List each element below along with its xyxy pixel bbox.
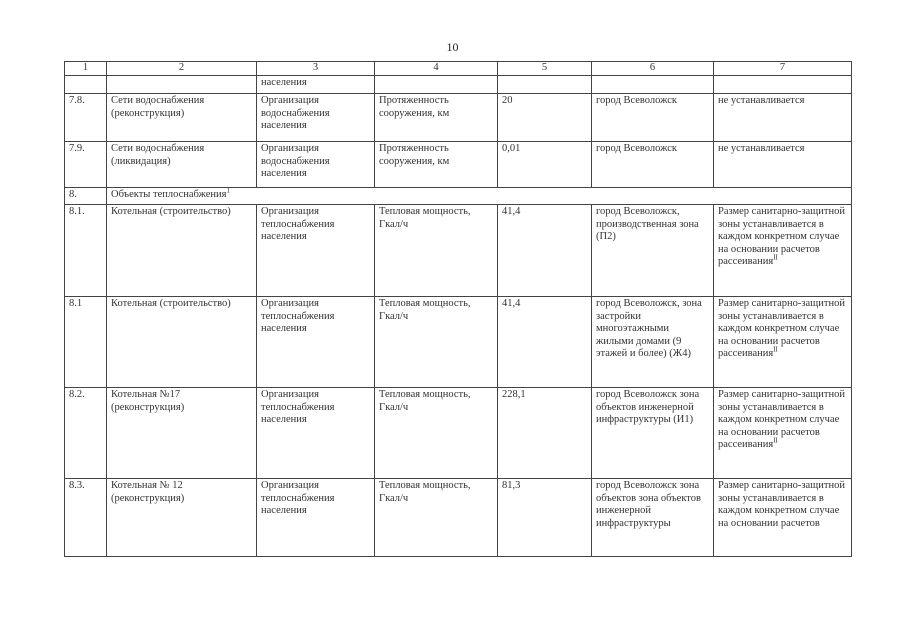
continuation-row bbox=[65, 76, 852, 94]
section-number: 8. bbox=[65, 188, 107, 205]
object-zone bbox=[714, 142, 852, 188]
object-characteristic: Тепловая мощность, Гкал/ч bbox=[375, 205, 498, 297]
section-title: Объекты теплоснабжения bbox=[111, 189, 227, 200]
objects-table bbox=[64, 61, 852, 557]
zone-text: Размер санитарно-защитной зоны устанавливается в каждом конкретном случае на основании расчетов рассеивания bbox=[718, 389, 845, 450]
object-value: 20 bbox=[498, 94, 592, 142]
zone-text: Размер санитарно-защитной зоны устанавливается в каждом конкретном случае на основании расчетов рассеивания bbox=[718, 206, 845, 267]
column-number: 5 bbox=[498, 62, 592, 76]
row-number: 8.1 bbox=[65, 297, 107, 388]
object-name: Сети водоснабжения (ликвидация) bbox=[107, 142, 257, 188]
table-row bbox=[65, 94, 852, 142]
zone-text: не устанавливается bbox=[718, 143, 805, 154]
row-number: 7.8. bbox=[65, 94, 107, 142]
zone-text: Размер санитарно-защитной зоны устанавливается в каждом конкретном случае на основании расчетов рассеивания bbox=[718, 298, 845, 359]
row-number: 7.9. bbox=[65, 142, 107, 188]
object-location: город Всеволожск зона объектов инженерной инфраструктуры (И1) bbox=[592, 388, 714, 479]
column-number: 4 bbox=[375, 62, 498, 76]
table-cell bbox=[714, 76, 852, 94]
zone-text: не устанавливается bbox=[718, 95, 805, 106]
column-number: 2 bbox=[107, 62, 257, 76]
object-location: город Всеволожск bbox=[592, 94, 714, 142]
column-number: 6 bbox=[592, 62, 714, 76]
section-footnote: 1 bbox=[226, 187, 230, 195]
object-characteristic: Тепловая мощность, Гкал/ч bbox=[375, 388, 498, 479]
table-row bbox=[65, 479, 852, 557]
column-number: 7 bbox=[714, 62, 852, 76]
page-number: 10 bbox=[446, 40, 459, 54]
table-cell bbox=[65, 76, 107, 94]
object-purpose: Организация теплоснабжения населения bbox=[257, 479, 375, 557]
table-cell bbox=[592, 76, 714, 94]
zone-footnote: II bbox=[773, 253, 778, 262]
section-title-cell bbox=[107, 188, 852, 205]
table-cell: населения bbox=[257, 76, 375, 94]
row-number: 8.1. bbox=[65, 205, 107, 297]
zone-text: Размер санитарно-защитной зоны устанавливается в каждом конкретном случае на основании расчетов bbox=[718, 480, 845, 529]
table-row bbox=[65, 205, 852, 297]
object-characteristic: Тепловая мощность, Гкал/ч bbox=[375, 479, 498, 557]
object-zone bbox=[714, 479, 852, 557]
object-value: 0,01 bbox=[498, 142, 592, 188]
object-location: город Всеволожск, зона застройки многоэтажными жилыми домами (9 этажей и более) (Ж4) bbox=[592, 297, 714, 388]
object-location: город Всеволожск bbox=[592, 142, 714, 188]
column-number: 3 bbox=[257, 62, 375, 76]
section-row bbox=[65, 188, 852, 205]
row-number: 8.3. bbox=[65, 479, 107, 557]
object-characteristic: Тепловая мощность, Гкал/ч bbox=[375, 297, 498, 388]
object-zone bbox=[714, 94, 852, 142]
object-value: 41,4 bbox=[498, 205, 592, 297]
object-name: Котельная (строительство) bbox=[107, 297, 257, 388]
object-purpose: Организация теплоснабжения населения bbox=[257, 388, 375, 479]
table-cell bbox=[498, 76, 592, 94]
table-row bbox=[65, 142, 852, 188]
table-row bbox=[65, 297, 852, 388]
column-number: 1 bbox=[65, 62, 107, 76]
column-number-row bbox=[65, 62, 852, 76]
object-zone bbox=[714, 297, 852, 388]
object-zone bbox=[714, 205, 852, 297]
object-purpose: Организация теплоснабжения населения bbox=[257, 205, 375, 297]
table-row bbox=[65, 388, 852, 479]
object-value: 228,1 bbox=[498, 388, 592, 479]
object-characteristic: Протяженность сооружения, км bbox=[375, 142, 498, 188]
object-purpose: Организация водоснабжения населения bbox=[257, 94, 375, 142]
object-zone bbox=[714, 388, 852, 479]
object-name: Сети водоснабжения (реконструкция) bbox=[107, 94, 257, 142]
object-characteristic: Протяженность сооружения, км bbox=[375, 94, 498, 142]
zone-footnote: II bbox=[773, 436, 778, 445]
zone-footnote: II bbox=[773, 345, 778, 354]
object-purpose: Организация теплоснабжения населения bbox=[257, 297, 375, 388]
table-cell bbox=[107, 76, 257, 94]
object-location: город Всеволожск, производственная зона (П2) bbox=[592, 205, 714, 297]
object-location: город Всеволожск зона объектов зона объектов инженерной инфраструктуры bbox=[592, 479, 714, 557]
row-number: 8.2. bbox=[65, 388, 107, 479]
object-value: 81,3 bbox=[498, 479, 592, 557]
object-name: Котельная №17 (реконструкция) bbox=[107, 388, 257, 479]
object-name: Котельная № 12 (реконструкция) bbox=[107, 479, 257, 557]
table-cell bbox=[375, 76, 498, 94]
object-purpose: Организация водоснабжения населения bbox=[257, 142, 375, 188]
object-name: Котельная (строительство) bbox=[107, 205, 257, 297]
object-value: 41,4 bbox=[498, 297, 592, 388]
